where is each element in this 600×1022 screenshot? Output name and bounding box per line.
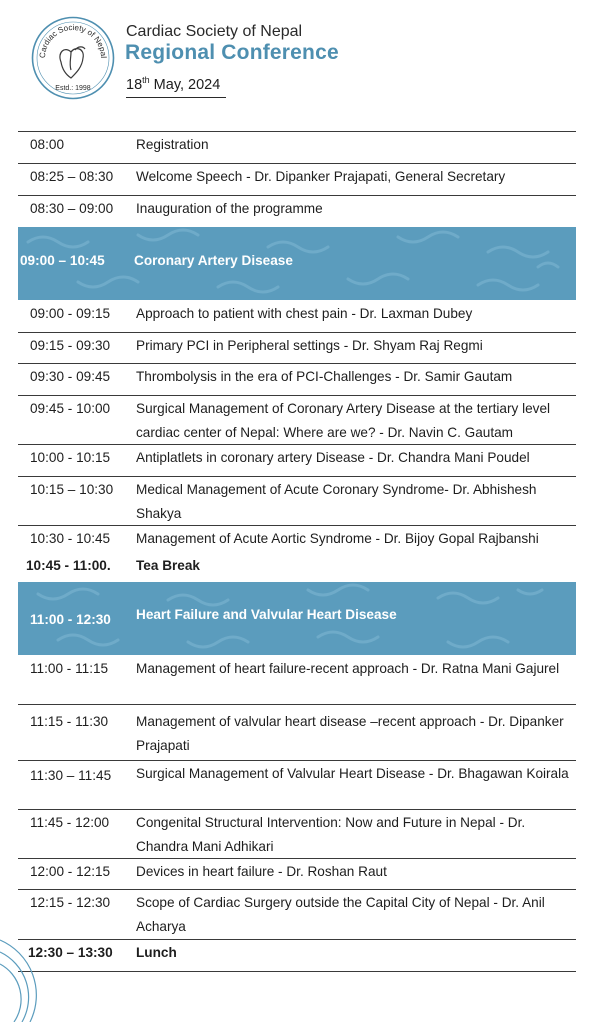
row-time: 09:00 - 09:15 [30, 306, 111, 321]
row-time: 12:15 - 12:30 [30, 895, 111, 910]
row-time: 10:30 - 10:45 [30, 531, 111, 546]
logo-established: Estd.: 1998 [55, 85, 91, 92]
schedule-row [18, 300, 576, 333]
row-desc: Management of heart failure-recent approach - Dr. Ratna Mani Gajurel [136, 661, 560, 676]
row-time: 09:45 - 10:00 [30, 401, 111, 416]
schedule-row [18, 760, 576, 810]
schedule-row [18, 332, 576, 364]
row-desc: Surgical Management of Valvular Heart Disease - Dr. Bhagawan Koirala [136, 766, 569, 781]
row-desc: Devices in heart failure - Dr. Roshan Raut [136, 864, 387, 879]
logo-arc-text: Cardiac Society of Nepal [37, 22, 109, 59]
row-desc: Lunch [136, 945, 177, 960]
row-desc: Inauguration of the programme [136, 201, 323, 216]
row-time: 11:30 – 11:45 [30, 768, 112, 783]
row-time: 09:15 - 09:30 [30, 338, 111, 353]
row-desc: Congenital Structural Intervention: Now and Future in Nepal - Dr. Chandra Mani Adhikari [136, 815, 526, 854]
row-desc: Welcome Speech - Dr. Dipanker Prajapati, General Secretary [136, 169, 506, 184]
row-time: 11:45 - 12:00 [30, 815, 110, 830]
tea-break-row [18, 552, 576, 582]
schedule-row [18, 163, 576, 196]
conference-date: 18th May, 2024 [126, 75, 226, 98]
schedule-row [18, 395, 576, 445]
row-desc: Thrombolysis in the era of PCI-Challenges - Dr. Samir Gautam [136, 369, 513, 384]
session-time: 11:00 - 12:30 [30, 612, 111, 627]
row-desc: Antiplatlets in coronary artery Disease - Dr. Chandra Mani Poudel [136, 450, 530, 465]
row-time: 11:15 - 11:30 [30, 714, 109, 729]
schedule-row [18, 195, 576, 227]
schedule-row [18, 131, 576, 164]
row-desc: Tea Break [136, 558, 200, 573]
row-desc: Approach to patient with chest pain - Dr. Laxman Dubey [136, 306, 473, 321]
row-time: 09:30 - 09:45 [30, 369, 111, 384]
lunch-row [18, 939, 576, 972]
row-time: 11:00 - 11:15 [30, 661, 109, 676]
row-time: 12:00 - 12:15 [30, 864, 111, 879]
corner-decoration [0, 930, 60, 1022]
schedule-row [18, 525, 576, 552]
row-time: 10:00 - 10:15 [30, 450, 111, 465]
session-title: Coronary Artery Disease [134, 253, 293, 268]
row-desc: Primary PCI in Peripheral settings - Dr. Shyam Raj Regmi [136, 338, 483, 353]
session-title: Heart Failure and Valvular Heart Disease [136, 607, 397, 622]
conference-title: Regional Conference [125, 41, 339, 64]
schedule-row [18, 363, 576, 396]
row-time: 08:00 [30, 137, 65, 152]
schedule-row [18, 655, 576, 705]
row-time: 08:30 – 09:00 [30, 201, 114, 216]
schedule-row [18, 704, 576, 761]
schedule-row [18, 476, 576, 526]
row-desc: Registration [136, 137, 209, 152]
row-desc: Surgical Management of Coronary Artery Disease at the tertiary level cardiac center of Nepal: Where are we? - Dr. Navin C. Gautam [136, 401, 551, 440]
session-band-heart-failure [18, 582, 576, 655]
row-time: 10:45 - 11:00. [26, 558, 111, 573]
session-band-coronary [18, 227, 576, 300]
session-time: 09:00 – 10:45 [20, 253, 105, 268]
schedule-row [18, 858, 576, 890]
row-desc: Management of valvular heart disease –recent approach - Dr. Dipanker Prajapati [136, 714, 564, 753]
row-time: 10:15 – 10:30 [30, 482, 114, 497]
row-desc: Management of Acute Aortic Syndrome - Dr. Bijoy Gopal Rajbanshi [136, 531, 539, 546]
row-time: 08:25 – 08:30 [30, 169, 114, 184]
schedule-row [18, 809, 576, 859]
schedule-row [18, 889, 576, 940]
row-time: 12:30 – 13:30 [28, 945, 113, 960]
organization-name: Cardiac Society of Nepal [126, 23, 303, 40]
row-desc: Scope of Cardiac Surgery outside the Capital City of Nepal - Dr. Anil Acharya [136, 895, 545, 934]
society-logo [31, 16, 115, 100]
schedule-row [18, 444, 576, 477]
row-desc: Medical Management of Acute Coronary Syndrome- Dr. Abhishesh Shakya [136, 482, 537, 521]
